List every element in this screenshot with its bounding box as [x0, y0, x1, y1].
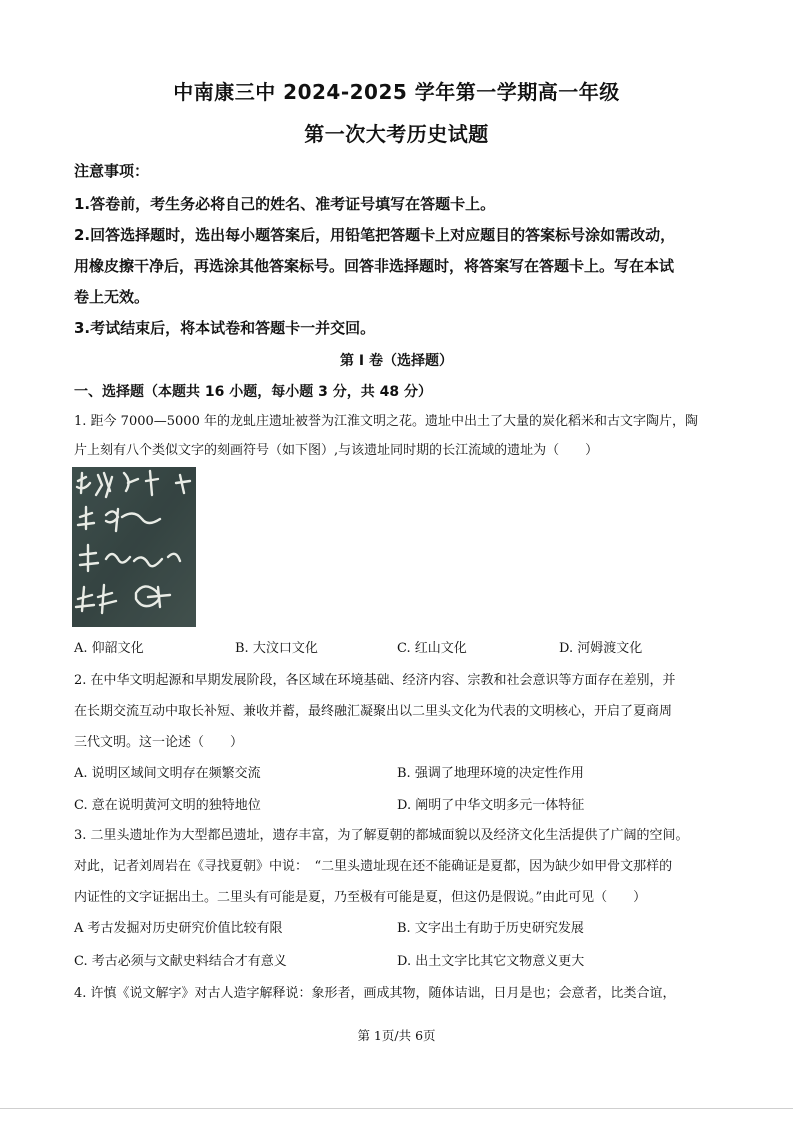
part-heading: 一、选择题（本题共 16 小题，每小题 3 分，共 48 分） — [74, 384, 432, 400]
exam-title-line2: 第一次大考历史试题 — [304, 122, 489, 146]
notice-item-1: 1.答卷前，考生务必将自己的姓名、准考证号填写在答题卡上。 — [74, 195, 496, 213]
exam-title-line1: 中南康三中 2024-2025 学年第一学期高一年级 — [173, 80, 620, 104]
question-3-line3: 内证性的文字证据出土。二里头有可能是夏，乃至极有可能是夏，但这仍是假说。”由此可见（ ） — [74, 890, 647, 905]
question-2-option-d: D. 阐明了中华文明多元一体特征 — [397, 798, 585, 813]
question-3-option-c: C. 考古必须与文献史料结合才有意义 — [74, 954, 287, 969]
notice-item-3: 3.考试结束后，将本试卷和答题卡一并交回。 — [74, 319, 376, 337]
notice-heading: 注意事项： — [74, 162, 150, 180]
question-3-option-a: A 考古发掘对历史研究价值比较有限 — [74, 921, 283, 936]
notice-item-2-line3: 卷上无效。 — [74, 288, 150, 306]
notice-item-2-line2: 用橡皮擦干净后，再选涂其他答案标号。回答非选择题时，将答案写在答题卡上。写在本试 — [74, 257, 675, 275]
question-1-option-b: B. 大汶口文化 — [235, 641, 318, 656]
question-1-option-d: D. 河姆渡文化 — [559, 641, 643, 656]
question-3-option-d: D. 出土文字比其它文物意义更大 — [397, 954, 585, 969]
question-3-line1: 3. 二里头遗址作为大型都邑遗址，遗存丰富，为了解夏朝的都城面貌以及经济文化生活提供了广阔的空间。 — [74, 828, 689, 843]
bottom-divider — [0, 1108, 793, 1109]
question-1-line1: 1. 距今 7000—5000 年的龙虬庄遗址被誉为江淮文明之花。遗址中出土了大量的炭化稻米和古文字陶片，陶 — [74, 414, 698, 429]
pottery-shard-inscription-photo — [72, 467, 196, 627]
question-1-option-a: A. 仰韶文化 — [74, 641, 144, 656]
question-2-line2: 在长期交流互动中取长补短、兼收并蓄，最终融汇凝聚出以二里头文化为代表的文明核心，开启了夏商周 — [74, 704, 673, 719]
question-2-line3: 三代文明。这一论述（ ） — [74, 735, 244, 750]
question-3-line2: 对此，记者刘周岩在《寻找夏朝》中说： “二里头遗址现在还不能确证是夏都，因为缺少如甲骨文那样的 — [74, 859, 673, 874]
question-3-option-b: B. 文字出土有助于历史研究发展 — [397, 921, 584, 936]
question-1-option-c: C. 红山文化 — [397, 641, 467, 656]
question-2-option-c: C. 意在说明黄河文明的独特地位 — [74, 798, 261, 813]
notice-item-2-line1: 2.回答选择题时，选出每小题答案后，用铅笔把答题卡上对应题目的答案标号涂如需改动， — [74, 226, 676, 244]
question-2-option-b: B. 强调了地理环境的决定性作用 — [397, 766, 584, 781]
question-4-line1: 4. 许慎《说文解字》对古人造字解释说：象形者，画成其物，随体诘诎，日月是也；会意者，比类合谊， — [74, 986, 676, 1001]
question-2-line1: 2. 在中华文明起源和早期发展阶段，各区域在环境基础、经济内容、宗教和社会意识等方面存在差别，并 — [74, 673, 676, 688]
question-2-option-a: A. 说明区域间文明存在频繁交流 — [74, 766, 261, 781]
question-1-line2: 片上刻有八个类似文字的刻画符号（如下图）,与该遗址同时期的长江流域的遗址为（ ） — [74, 443, 599, 458]
page-footer: 第 1页/共 6页 — [357, 1028, 436, 1043]
section-title: 第 I 卷（选择题） — [340, 353, 453, 369]
